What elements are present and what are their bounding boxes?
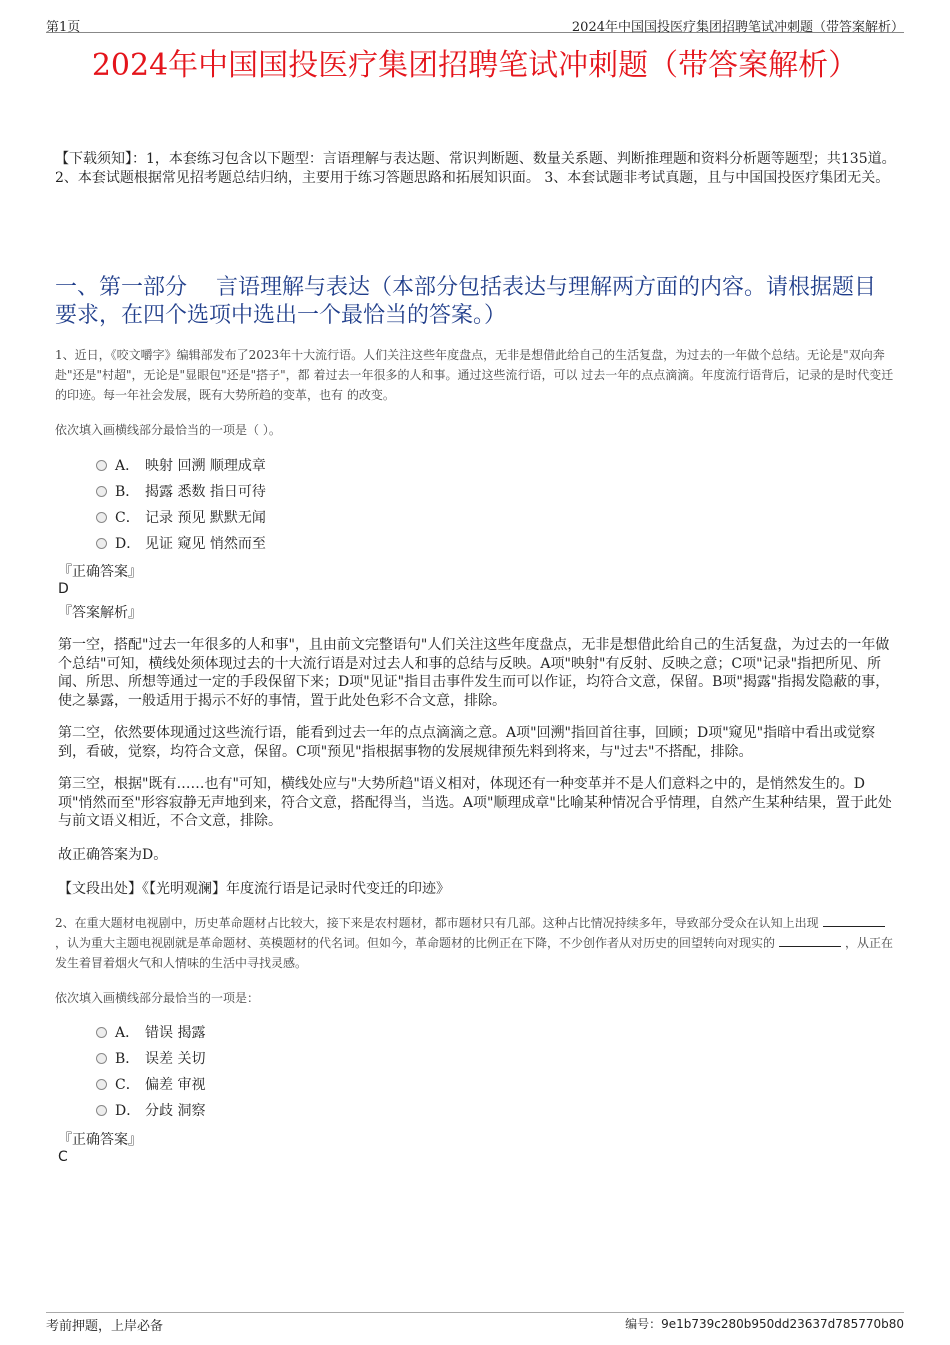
radio-icon[interactable] [96, 1079, 107, 1090]
q1-stem: 1、近日，《咬文嚼字》编辑部发布了2023年十大流行语。人们关注这些年度盘点，无非是想借此给自己的生活复盘，为过去的一年做个总结。无论是"双向奔赴"还是"村超"，无论是"显眼包"还是"搭子"，都 着过去一年很多的人和事。通过这些流行语，可以 过去一年的点点滴滴。年度流行语背后，记录的是时代变迁的印迹。每一年社会发展，既有大势所趋的变革，也有 的改变。 [55, 348, 894, 402]
download-notice: 【下载须知】：1，本套练习包含以下题型：言语理解与表达题、常识判断题、数量关系题、判断推理题和资料分析题等题型；共135道。 2、本套试题根据常见招考题总结归纳，主要用于练习答题思路和拓展知识面。 3、本套试题非考试真题，且与中国国投医疗集团无关。 [55, 151, 896, 186]
q1-option-d[interactable]: D． 见证 窥见 悄然而至 [96, 530, 266, 556]
page-header [46, 14, 904, 33]
q2-option-b[interactable]: B． 误差 关切 [96, 1045, 205, 1071]
q2-option-d[interactable]: D． 分歧 洞察 [96, 1097, 205, 1123]
blank-1 [823, 926, 885, 927]
q1-option-c[interactable]: C． 记录 预见 默默无闻 [96, 504, 266, 530]
q1-analysis-label: 『答案解析』 [58, 605, 142, 621]
q1-source: 【文段出处】《【光明观澜】年度流行语是记录时代变迁的印迹》 [58, 881, 450, 897]
q2-option-a[interactable]: A． 错误 揭露 [96, 1019, 205, 1045]
page-footer [46, 1312, 904, 1334]
blank-2 [779, 946, 841, 947]
q1-prompt: 依次填入画横线部分最恰当的一项是（ ）。 [55, 423, 281, 437]
q1-analysis-2: 第二空，依然要体现通过这些流行语，能看到过去一年的点点滴滴之意。A项"回溯"指回首往事，回顾；D项"窥见"指暗中看出或觉察到，看破，觉察，均符合文意，保留。C项"预见"指根据事物的发展规律预先料到将来，与"过去"不搭配，排除。 [58, 725, 876, 760]
q1-analysis-1: 第一空，搭配"过去一年很多的人和事"，且由前文完整语句"人们关注这些年度盘点，无非是想借此给自己的生活复盘，为过去的一年做个总结"可知，横线处须体现过去的十大流行语是对过去人和事的总结与反映。A项"映射"有反射、反映之意；C项"记录"指把所见、所闻、所思、所想等通过一定的手段保留下来；D项"见证"指目击事件发生而可以作证，均符合文意，保留。B项"揭露"指揭发隐蔽的事，使之暴露，一般适用于揭示不好的事情，置于此处色彩不合文意，排除。 [58, 637, 890, 709]
radio-icon[interactable] [96, 1053, 107, 1064]
q2-answer: C [58, 1149, 68, 1165]
document-code: 编号：9e1b739c280b950dd23637d785770b80 [625, 1317, 904, 1331]
q2-prompt: 依次填入画横线部分最恰当的一项是： [55, 991, 260, 1005]
document-title: 2024年中国国投医疗集团招聘笔试冲刺题（带答案解析） [91, 48, 859, 83]
header-doc-title: 2024年中国国投医疗集团招聘笔试冲刺题（带答案解析） [571, 20, 904, 35]
radio-icon[interactable] [96, 1105, 107, 1116]
q1-answer: D [58, 581, 69, 597]
radio-icon[interactable] [96, 512, 107, 523]
radio-icon[interactable] [96, 460, 107, 471]
q2-options [96, 1019, 205, 1123]
q1-option-a[interactable]: A． 映射 回溯 顺理成章 [96, 452, 266, 478]
radio-icon[interactable] [96, 538, 107, 549]
q1-conclusion: 故正确答案为D。 [58, 847, 168, 863]
q2-option-c[interactable]: C． 偏差 审视 [96, 1071, 205, 1097]
footer-slogan: 考前押题，上岸必备 [46, 1319, 164, 1334]
q1-option-b[interactable]: B． 揭露 悉数 指日可待 [96, 478, 266, 504]
page-number: 第1页 [46, 20, 81, 35]
radio-icon[interactable] [96, 1027, 107, 1038]
section-heading: 一、第一部分 言语理解与表达（本部分包括表达与理解两方面的内容。请根据题目要求，在四个选项中选出一个最恰当的答案。） [55, 275, 876, 328]
q2-stem: 2、在重大题材电视剧中，历史革命题材占比较大，接下来是农村题材，都市题材只有几部。这种占比情况持续多年，导致部分受众在认知上出现，认为重大主题电视剧就是革命题材、英模题材的代名词。但如今，革命题材的比例正在下降，不少创作者从对历史的回望转向对现实的 ，从正在发生着冒着烟火气和人情味的生活中寻找灵感。 [55, 916, 894, 970]
q1-options [96, 452, 266, 556]
q2-answer-label: 『正确答案』 [58, 1132, 142, 1148]
q1-analysis-3: 第三空，根据"既有……也有"可知，横线处应与"大势所趋"语义相对，体现还有一种变革并不是人们意料之中的，是悄然发生的。D项"悄然而至"形容寂静无声地到来，符合文意，搭配得当，当选。A项"顺理成章"比喻某种情况合乎情理，自然产生某种结果，置于此处与前文语义相近，不合文意，排除。 [58, 776, 892, 829]
q1-answer-label: 『正确答案』 [58, 564, 142, 580]
radio-icon[interactable] [96, 486, 107, 497]
